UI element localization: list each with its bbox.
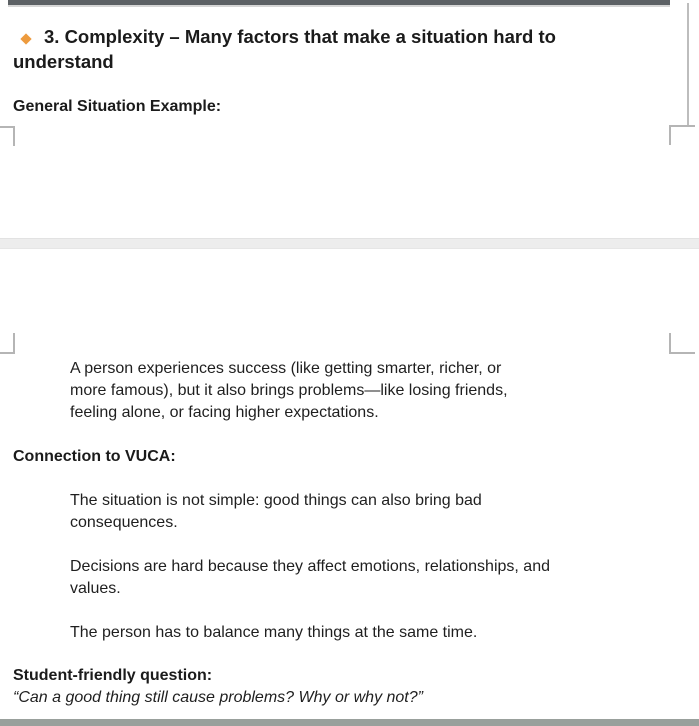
paragraph-line[interactable]: consequences. <box>70 514 178 531</box>
margin-corner-mark-top-right-v <box>669 333 671 354</box>
margin-corner-mark-bottom-right-h <box>669 125 695 127</box>
margin-corner-mark-bottom-left-v <box>13 126 15 146</box>
student-question-quote[interactable]: “Can a good thing still cause problems? Why or why not?” <box>13 689 423 706</box>
margin-corner-mark-top-left-v <box>13 333 15 354</box>
page-edge-line-right <box>687 3 689 125</box>
paragraph-line[interactable]: A person experiences success (like getting smarter, richer, or <box>70 360 502 377</box>
heading-line[interactable]: 3. Complexity – Many factors that make a situation hard to <box>44 26 556 47</box>
margin-corner-mark-top-left-h <box>0 352 14 354</box>
paragraph-line[interactable]: Decisions are hard because they affect emotions, relationships, and <box>70 558 550 575</box>
vuca-paragraph-1[interactable] <box>70 490 482 534</box>
paragraph-line[interactable]: The person has to balance many things at the same time. <box>70 624 478 641</box>
margin-corner-mark-bottom-right-v <box>669 125 671 145</box>
paragraph-line[interactable]: more famous), but it also brings problems—like losing friends, <box>70 382 508 399</box>
vuca-paragraph-3[interactable] <box>70 622 477 644</box>
paragraph-line[interactable]: feeling alone, or facing higher expectations. <box>70 404 379 421</box>
paragraph-line[interactable]: The situation is not simple: good things can also bring bad <box>70 492 482 509</box>
example-paragraph[interactable] <box>70 358 508 424</box>
bottom-bar <box>0 719 699 726</box>
vuca-paragraph-2[interactable] <box>70 556 550 600</box>
label-general-situation-example[interactable]: General Situation Example: <box>13 98 222 115</box>
margin-corner-mark-bottom-left-h <box>0 126 14 128</box>
label-student-friendly-question[interactable]: Student-friendly question: <box>13 667 213 684</box>
paragraph-line[interactable]: values. <box>70 580 121 597</box>
heading-line[interactable]: understand <box>13 51 114 72</box>
margin-corner-mark-top-right-h <box>669 352 695 354</box>
label-connection-to-vuca[interactable]: Connection to VUCA: <box>13 448 176 465</box>
heading[interactable] <box>13 24 673 74</box>
page-gap-band <box>0 238 699 249</box>
top-toolbar-edge <box>8 0 670 7</box>
